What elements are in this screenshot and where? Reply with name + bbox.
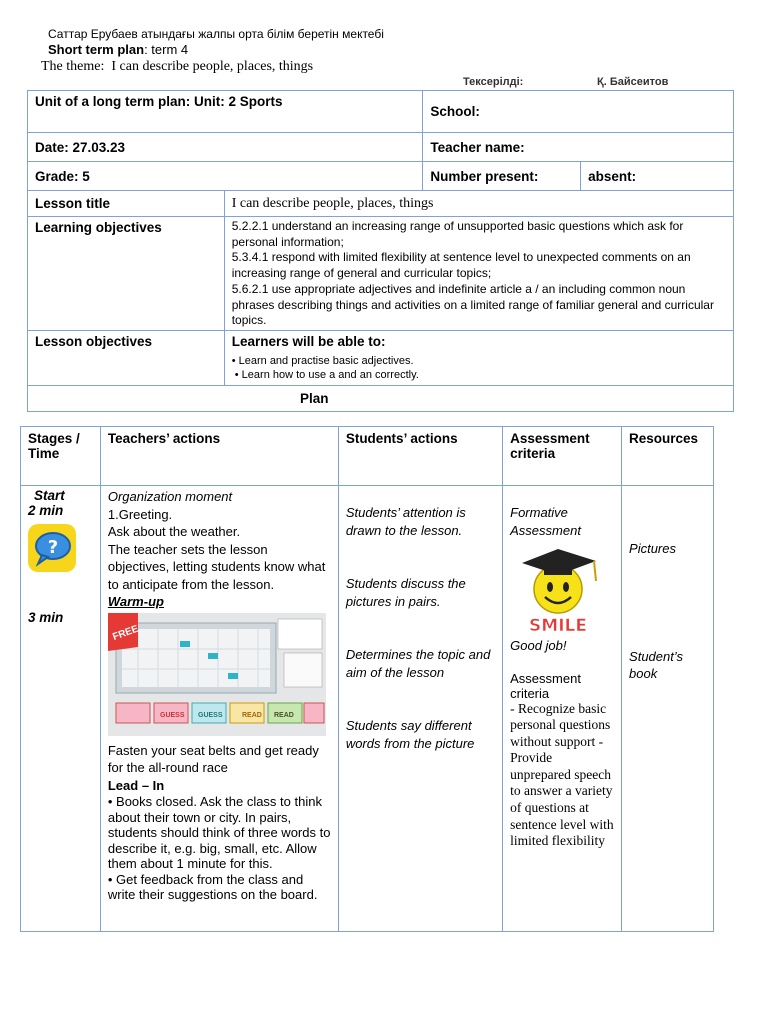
learners-label: Learners will be able to:	[231, 333, 386, 349]
time-2min: 2 min	[28, 503, 64, 518]
header-assessment: Assessment criteria	[503, 427, 622, 486]
get-feedback: • Get feedback from the class and write their suggestions on the board.	[107, 871, 318, 902]
header-resources: Resources	[622, 427, 714, 486]
leadin-heading: Lead – In	[107, 777, 165, 793]
ask-weather: Ask about the weather.	[107, 524, 241, 539]
checked-label: Тексерілді:	[463, 76, 524, 88]
learning-objective-3: 5.6.2.1 use appropriate adjectives and indefinite article a / an including common noun phrases describing things and activities on a limited range of familiar general and curricular topics.	[231, 281, 714, 328]
game-label-read-2: READ	[273, 711, 294, 719]
students-action-3: Determines the topic and aim of the lesson	[345, 647, 491, 680]
books-closed: • Books closed. Ask the class to think about their town or city. In pairs, students should think of three words to describe it, e.g. big, small, etc. Allow them about 1 minute for this.	[107, 794, 331, 871]
teacher-name-cell: Teacher name:	[423, 133, 734, 162]
warmup-heading: Warm-up	[107, 594, 164, 609]
fasten-belts: Fasten your seat belts and get ready for the all-round race	[107, 742, 319, 775]
question-bubble-icon	[28, 524, 76, 572]
lesson-title-label: Lesson title	[28, 191, 225, 217]
lesson-objective-1: • Learn and practise basic adjectives.	[231, 354, 414, 367]
learning-objectives-label: Learning objectives	[28, 217, 225, 331]
students-action-1: Students’ attention is drawn to the lesson.	[345, 505, 466, 538]
date-cell: Date: 27.03.23	[28, 133, 423, 162]
school-cell: School:	[423, 91, 734, 133]
plan-term: : term 4	[144, 42, 189, 57]
header-stages: Stages / Time	[21, 427, 101, 486]
game-label-guess-2: GUESS	[197, 711, 223, 719]
header-teachers: Teachers’ actions	[100, 427, 338, 486]
criteria-label: Assessment criteria	[510, 670, 581, 701]
stage-start: Start	[34, 488, 65, 503]
game-label-read-1: READ	[241, 711, 262, 719]
theme-line	[41, 59, 313, 75]
formative-assessment: Formative Assessment	[510, 505, 581, 538]
learning-objective-1: 5.2.2.1 understand an increasing range of unsupported basic questions which ask for personal information;	[231, 219, 684, 249]
lesson-title-value: I can describe people, places, things	[224, 191, 733, 217]
svg-text:?: ?	[47, 537, 59, 558]
learning-objective-2: 5.3.4.1 respond with limited flexibility at sentence level to unexpected comments on an increasing range of general and curricular topics;	[231, 250, 691, 281]
theme-label: The theme:	[41, 59, 105, 74]
checked-name: Қ. Байсеитов	[597, 76, 669, 88]
lesson-objective-2: • Learn how to use a and an correctly.	[231, 368, 419, 381]
plan-heading: Plan	[28, 385, 734, 411]
plan-label: Short term plan	[48, 42, 145, 57]
resource-pictures: Pictures	[629, 541, 676, 556]
lesson-objectives-label: Lesson objectives	[28, 330, 225, 385]
board-game-image	[108, 613, 326, 736]
smile-graduation-image	[512, 545, 604, 637]
header-students: Students’ actions	[338, 427, 502, 486]
school-name: Саттар Ерубаев атындағы жалпы орта білім беретін мектебі	[48, 27, 384, 41]
students-action-2: Students discuss the pictures in pairs.	[345, 576, 466, 609]
time-3min: 3 min	[28, 610, 64, 625]
lesson-info-table	[27, 90, 734, 412]
absent-cell: absent:	[581, 162, 734, 191]
plan-title	[48, 42, 188, 57]
criteria-text: - Recognize basic personal questions without support - Provide unprepared speech to answer a variety of questions at sentence level with limited flexibility	[510, 700, 614, 849]
sets-objectives: The teacher sets the lesson objectives, letting students know what to anticipate from the lesson.	[107, 541, 326, 592]
unit-cell: Unit of a long term plan: Unit: 2 Sports	[28, 91, 423, 133]
game-label-guess-1: GUESS	[159, 711, 185, 719]
theme-text: I can describe people, places, things	[111, 59, 314, 74]
resource-students-book: Student’s book	[629, 648, 683, 681]
org-moment: Organization moment	[107, 489, 233, 504]
good-job: Good job!	[510, 638, 567, 653]
students-action-4: Students say different words from the picture	[345, 718, 475, 751]
grade-cell: Grade: 5	[28, 162, 423, 191]
greeting: 1.Greeting.	[107, 506, 173, 522]
game-label-free: FREE	[111, 623, 140, 643]
smile-text: SMILE	[529, 616, 588, 636]
number-present-cell: Number present:	[423, 162, 581, 191]
plan-table	[20, 426, 714, 932]
